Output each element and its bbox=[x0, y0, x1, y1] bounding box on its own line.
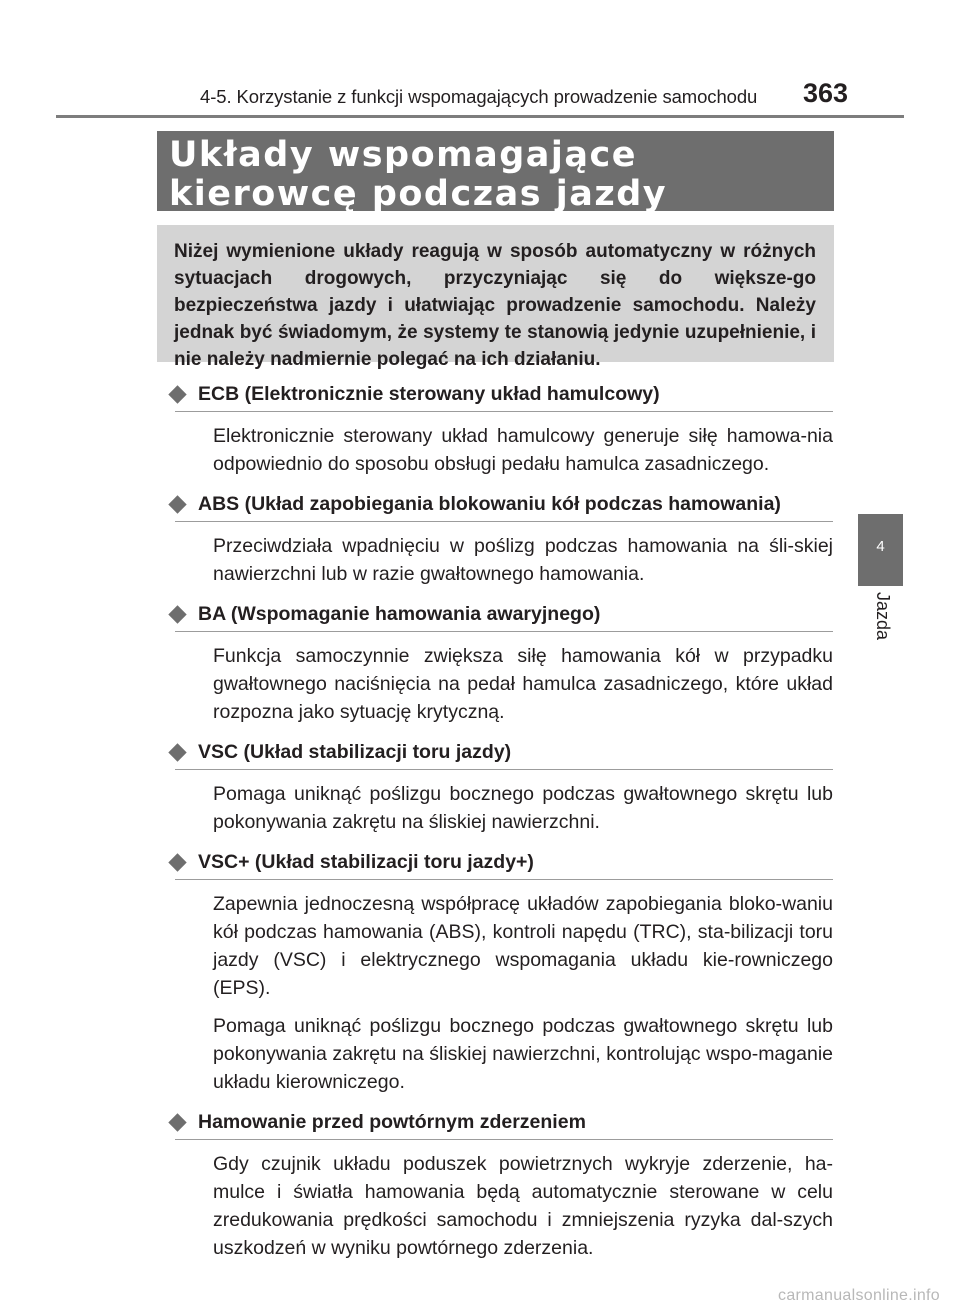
title-banner bbox=[157, 131, 834, 214]
page-number: 363 bbox=[802, 78, 848, 108]
intro-text: Niżej wymienione układy reagują w sposób automatyczny w różnych sytuacjach drogowych, przyczyniając się do większe-go bezpieczeństwa jazdy i ułatwiając prowadzenie samochodu. Należy jednak być świadomym, że systemy te stanowią jedynie uzupełnienie, i nie należy nadmiernie polegać na ich działaniu. bbox=[174, 241, 816, 370]
feature-description: Gdy czujnik układu poduszek powietrznych wykryje zderzenie, ha-mulce i światła hamowania będą automatycznie sterowane w celu zredukowania prędkości samochodu i zmniejszenia ryzyka dal-szych uszkodzeń w wyniku powtórnego zderzenia. bbox=[213, 1153, 833, 1259]
watermark: carmanualsonline.info bbox=[778, 1287, 940, 1304]
feature-description: Pomaga uniknąć poślizgu bocznego podczas gwałtownego skrętu lub pokonywania zakrętu na śliskiej nawierzchni. bbox=[213, 783, 833, 833]
heading-rule bbox=[175, 411, 833, 412]
feature-heading-text: BA (Wspomaganie hamowania awaryjnego) bbox=[198, 602, 601, 625]
feature-heading bbox=[165, 598, 833, 630]
feature-heading bbox=[165, 378, 833, 410]
feature-heading-text: Hamowanie przed powtórnym zderzeniem bbox=[198, 1110, 586, 1133]
section-label: 4-5. Korzystanie z funkcji wspomagających prowadzenie samochodu bbox=[200, 86, 758, 107]
feature-item-vsc-plus bbox=[165, 846, 833, 1096]
feature-heading-text: ECB (Elektronicznie sterowany układ hamulcowy) bbox=[198, 382, 660, 405]
chapter-tab bbox=[858, 514, 903, 586]
feature-heading bbox=[165, 736, 833, 768]
diamond-bullet-icon bbox=[168, 743, 186, 761]
feature-description: Funkcja samoczynnie zwiększa siłę hamowania kół w przypadku gwałtownego naciśnięcia na pedał hamulca zasadniczego, które układ rozpozna jako sytuację krytyczną. bbox=[213, 645, 833, 723]
feature-heading bbox=[165, 488, 833, 520]
page-title: Układy wspomagające kierowcę podczas jazdy bbox=[169, 135, 668, 214]
diamond-bullet-icon bbox=[168, 495, 186, 513]
diamond-bullet-icon bbox=[168, 605, 186, 623]
feature-heading-text: VSC (Układ stabilizacji toru jazdy) bbox=[198, 740, 512, 763]
feature-heading bbox=[165, 1106, 833, 1138]
feature-heading bbox=[165, 846, 833, 878]
diamond-bullet-icon bbox=[168, 385, 186, 403]
diamond-bullet-icon bbox=[168, 1113, 186, 1131]
feature-heading-text: ABS (Układ zapobiegania blokowaniu kół podczas hamowania) bbox=[198, 492, 781, 515]
feature-item-ecb bbox=[165, 378, 833, 478]
feature-item-ba bbox=[165, 598, 833, 726]
chapter-title: Jazda bbox=[873, 592, 893, 641]
feature-heading-text: VSC+ (Układ stabilizacji toru jazdy+) bbox=[198, 850, 534, 873]
header-rule bbox=[56, 115, 904, 118]
feature-description: Przeciwdziała wpadnięciu w poślizg podczas hamowania na śli-skiej nawierzchni lub w razie gwałtownego hamowania. bbox=[213, 535, 833, 585]
feature-item-abs bbox=[165, 488, 833, 588]
feature-list bbox=[165, 378, 833, 1272]
heading-rule bbox=[175, 521, 833, 522]
heading-rule bbox=[175, 879, 833, 880]
feature-description: Zapewnia jednoczesną współpracę układów zapobiegania bloko-waniu kół podczas hamowania (ABS), kontroli napędu (TRC), sta-bilizacji toru jazdy (VSC) i elektrycznego wspomagania układu kie-rowniczego (EPS). bbox=[213, 893, 833, 999]
heading-rule bbox=[175, 631, 833, 632]
feature-description: Elektronicznie sterowany układ hamulcowy generuje siłę hamowa-nia odpowiednio do sposobu obsługi pedału hamulca zasadniczego. bbox=[213, 425, 833, 475]
diamond-bullet-icon bbox=[168, 853, 186, 871]
intro-box bbox=[157, 225, 834, 370]
heading-rule bbox=[175, 1139, 833, 1140]
feature-description: Pomaga uniknąć poślizgu bocznego podczas gwałtownego skrętu lub pokonywania zakrętu na śliskiej nawierzchni, kontrolując wspo-maganie układu kierowniczego. bbox=[213, 1015, 833, 1093]
chapter-number: 4 bbox=[876, 538, 885, 555]
feature-item-vsc bbox=[165, 736, 833, 836]
running-header bbox=[198, 78, 848, 112]
feature-item-secondary-collision-brake bbox=[165, 1106, 833, 1262]
heading-rule bbox=[175, 769, 833, 770]
